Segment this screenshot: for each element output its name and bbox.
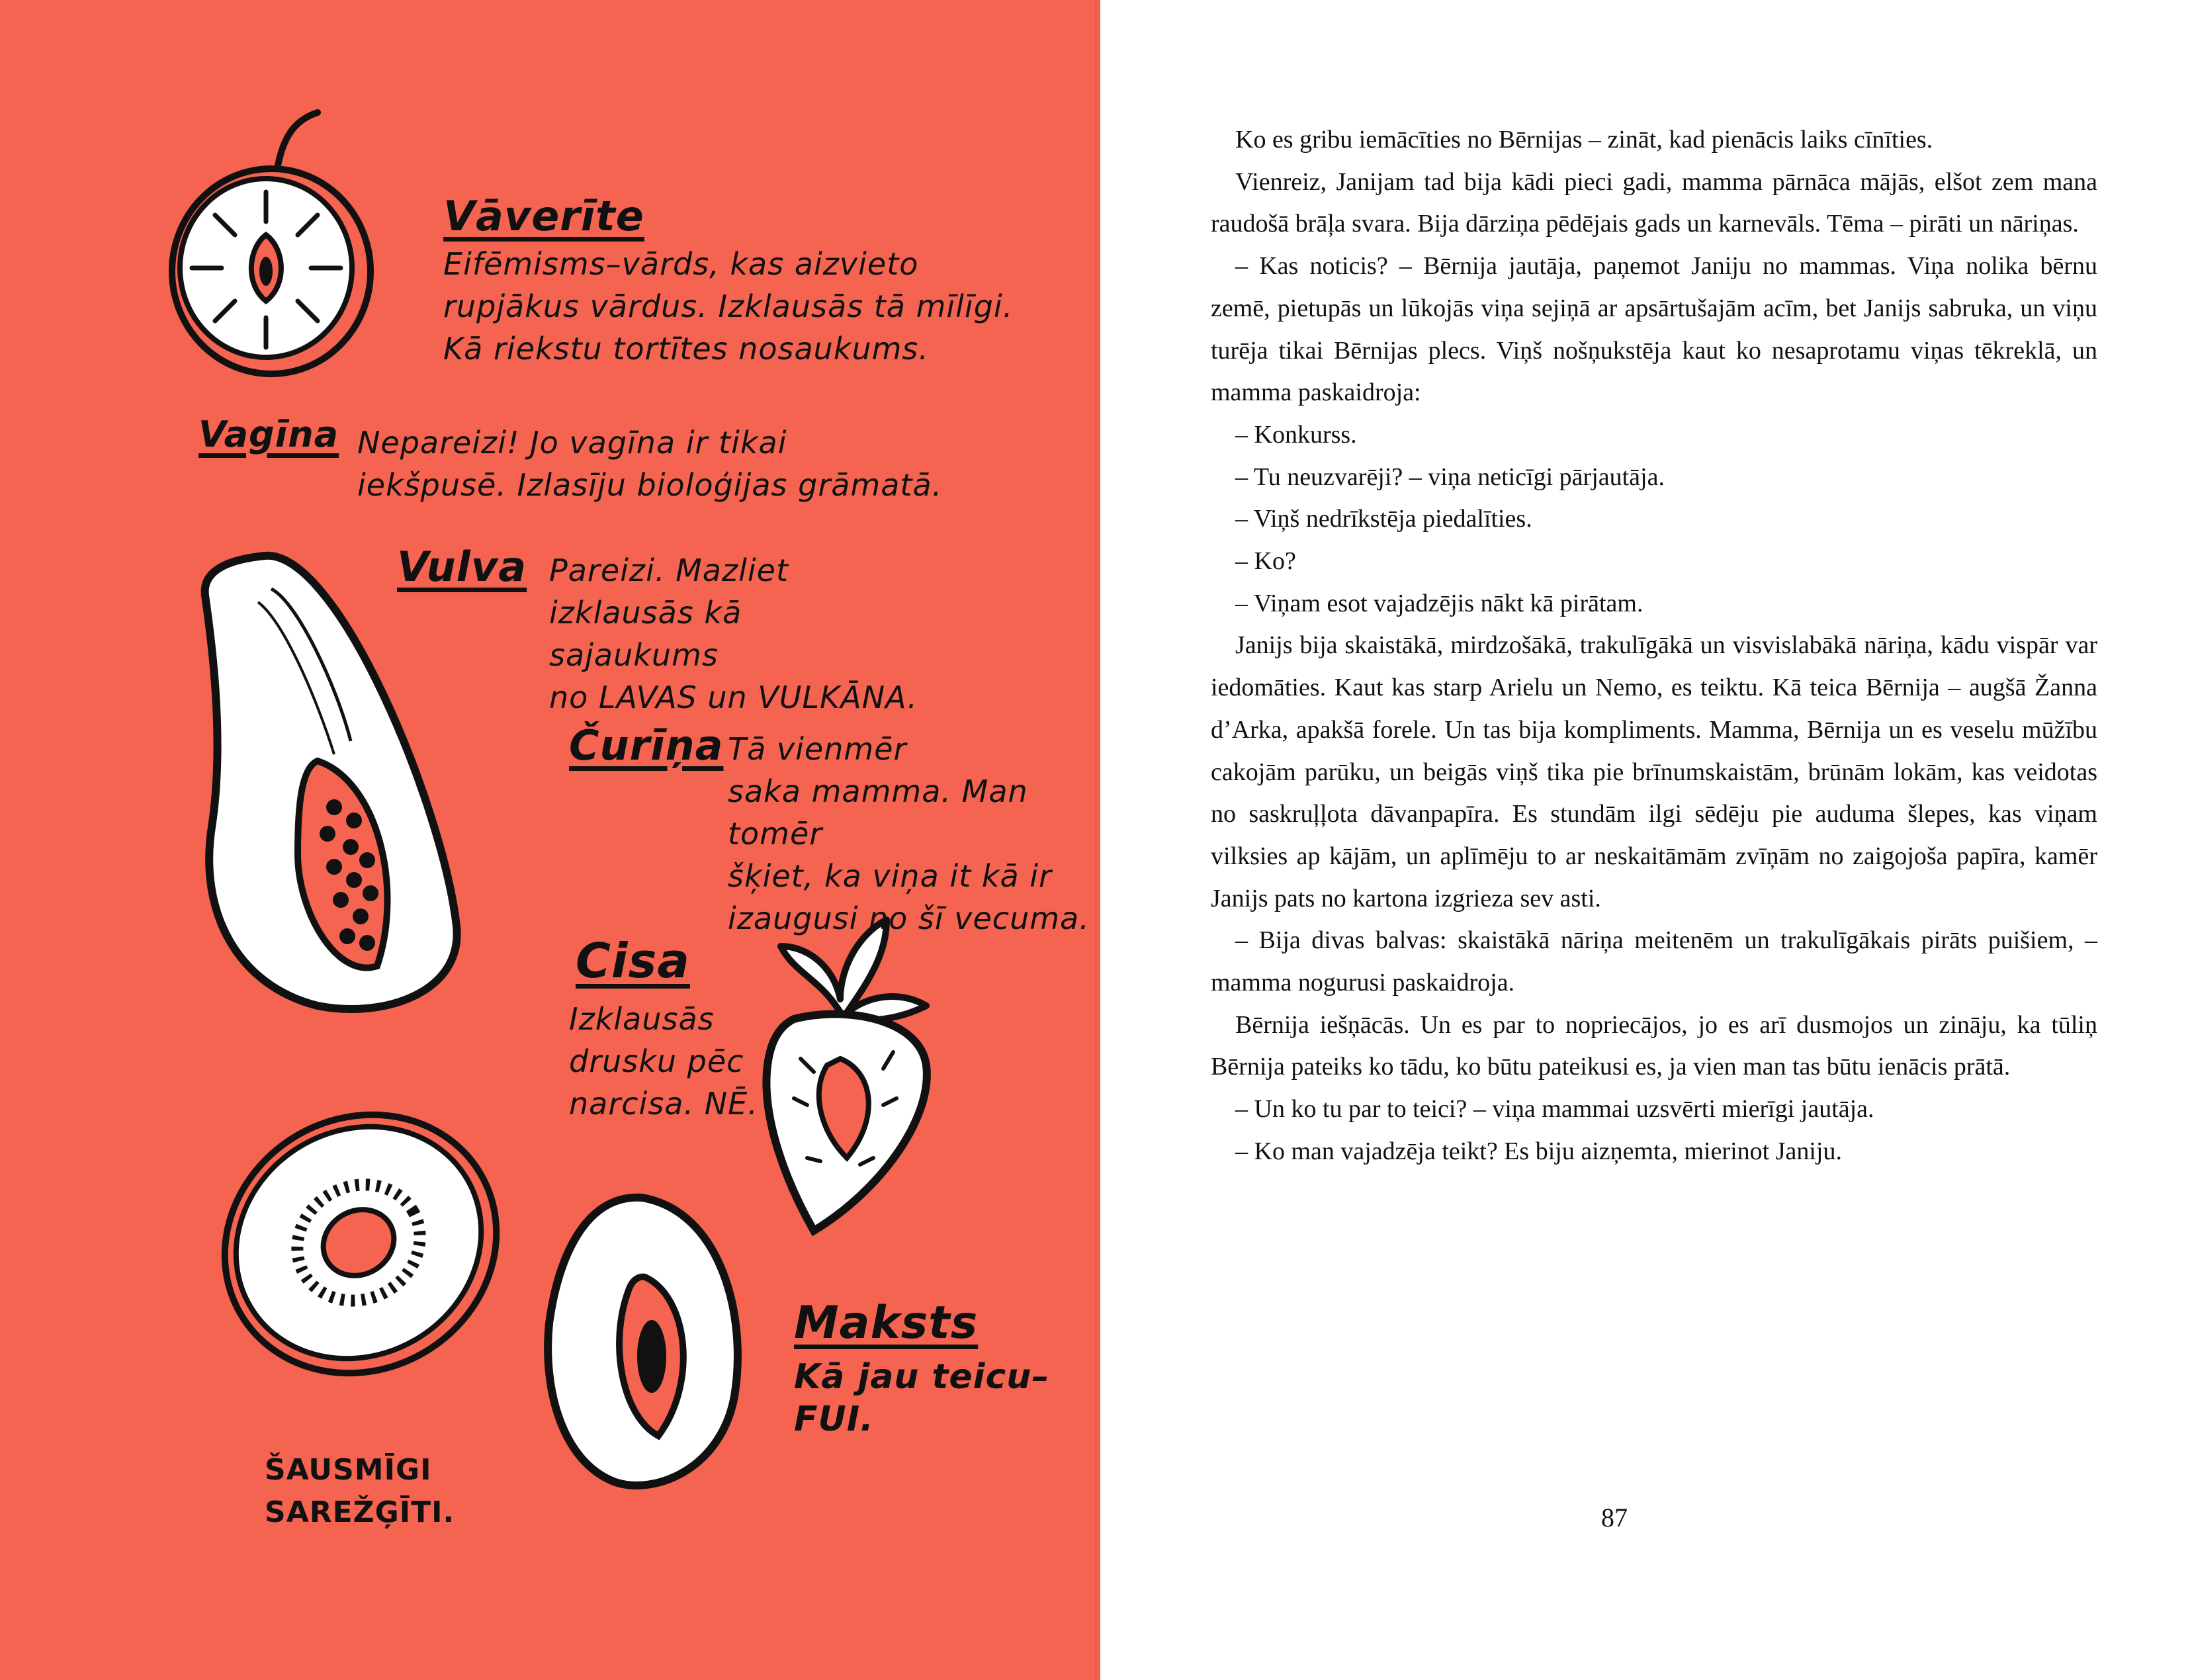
term-note: Eifēmisms–vārds, kas aizvieto rupjākus vārdus. Izklausās tā mīlīgi. Kā riekstu tortītes nosaukums. <box>443 246 1014 367</box>
paragraph: – Bija divas balvas: skaistākā nāriņa meitenēm un trakulīgākais pirāts puišiem, – mamma nogurusi paskaidroja. <box>1211 926 2097 997</box>
body-text <box>1211 119 2097 1173</box>
entry-vaverite <box>443 192 1013 370</box>
term-note: Nepareizi! Jo vagīna ir tikai iekšpusē. Izlasīju bioloģijas grāmatā. <box>357 425 943 503</box>
term-label: Vulva <box>397 543 527 591</box>
paragraph: Janijs bija skaistākā, mirdzošākā, trakulīgākā un visvislabākā nāriņa, kādu vispār var iedomāties. Kaut kas starp Arielu un Nemo, es teiktu. Kā teica Bērnija – augšā Žanna d’Arka, apakšā forele. Un tas bija kompliments. Mamma, Bērnija un es veselu mūžību cakojām parūku, un beigās viņš tika pie brīnumskaistām, brūnām lokām, kas veidotas no saskruļļota dāvanpapīra. Es stundām ilgi sēdēju pie auduma šlepes, kas viņam vilksies ap kājām, un aplīmēju to ar neskaitāmām zvīņām no zaigojoša papīra, kamēr Janijs pats no kartona izgrieza sev asti. <box>1211 631 2097 912</box>
kiwi-icon <box>205 1098 516 1390</box>
term-note: Izklausās drusku pēc narcisa. NĒ. <box>569 1001 758 1122</box>
paragraph: – Viņam esot vajadzējis nākt kā pirātam. <box>1235 589 1643 617</box>
term-note: Pareizi. Mazliet izklausās kā sajaukums no LAVAS un VULKĀNA. <box>549 553 918 715</box>
paragraph: – Ko? <box>1235 547 1296 576</box>
apple-icon <box>152 106 390 384</box>
paragraph: – Ko man vajadzēja teikt? Es biju aizņemta, mierinot Janiju. <box>1235 1137 1842 1165</box>
paragraph: – Tu neuzvarēji? – viņa neticīgi pārjautāja. <box>1235 463 1665 491</box>
papaya-icon <box>165 543 496 1032</box>
paragraph: Ko es gribu iemācīties no Bērnijas – zināt, kad pienācis laiks cīnīties. <box>1235 126 1933 154</box>
term-label: Vagīna <box>198 414 339 455</box>
paragraph: – Konkurss. <box>1235 420 1357 449</box>
page-number: 87 <box>1601 1503 1628 1532</box>
strawberry-icon <box>741 906 940 1251</box>
footer-note: ŠAUSMĪGI SAREŽĢĪTI. <box>265 1453 455 1529</box>
paragraph: Vienreiz, Janijam tad bija kādi pieci gadi, mamma pārnāca mājās, elšot zem mana raudošā brāļa svara. Bija dārziņa pēdējais gads un karnevāls. Tēma – pirāti un nāriņas. <box>1211 167 2097 238</box>
term-note: Tā vienmēr saka mamma. Man tomēr šķiet, ka viņa it kā ir izaugusi no šī vecuma. <box>728 731 1090 936</box>
entry-maksts <box>794 1297 1049 1440</box>
term-note: Kā jau teicu– FUI. <box>794 1357 1050 1439</box>
term-label: Maksts <box>794 1297 979 1349</box>
term-label: Čurīņa <box>569 721 724 770</box>
paragraph: – Kas noticis? – Bērnija jautāja, paņemot Janiju no mammas. Viņa nolika bērnu zemē, pietupās un lūkojās viņa sejiņā ar apsārtušajām acīm, bet Janijs sabruka, un viņu turēja tikai Bērnijas plecs. Viņš nošņukstēja kaut ko nesaprotamu viņas tēkreklā, un mamma paskaidroja: <box>1211 252 2097 407</box>
entry-cisa <box>569 933 758 1125</box>
paragraph: – Un ko tu par to teici? – viņa mammai uzsvērti mierīgi jautāja. <box>1235 1095 1874 1124</box>
term-label: Vāverīte <box>443 192 644 240</box>
plum-icon <box>523 1184 761 1502</box>
paragraph: Bērnija iešņācās. Un es par to nopriecājos, jo es arī dusmojos un zināju, ka tūliņ Bērnija pateiks ko tādu, ko būtu pateikusi es, ja vien man tas būtu ienācis prātā. <box>1211 1010 2097 1081</box>
term-label: Cisa <box>576 933 690 989</box>
paragraph: – Viņš nedrīkstēja piedalīties. <box>1235 505 1532 533</box>
